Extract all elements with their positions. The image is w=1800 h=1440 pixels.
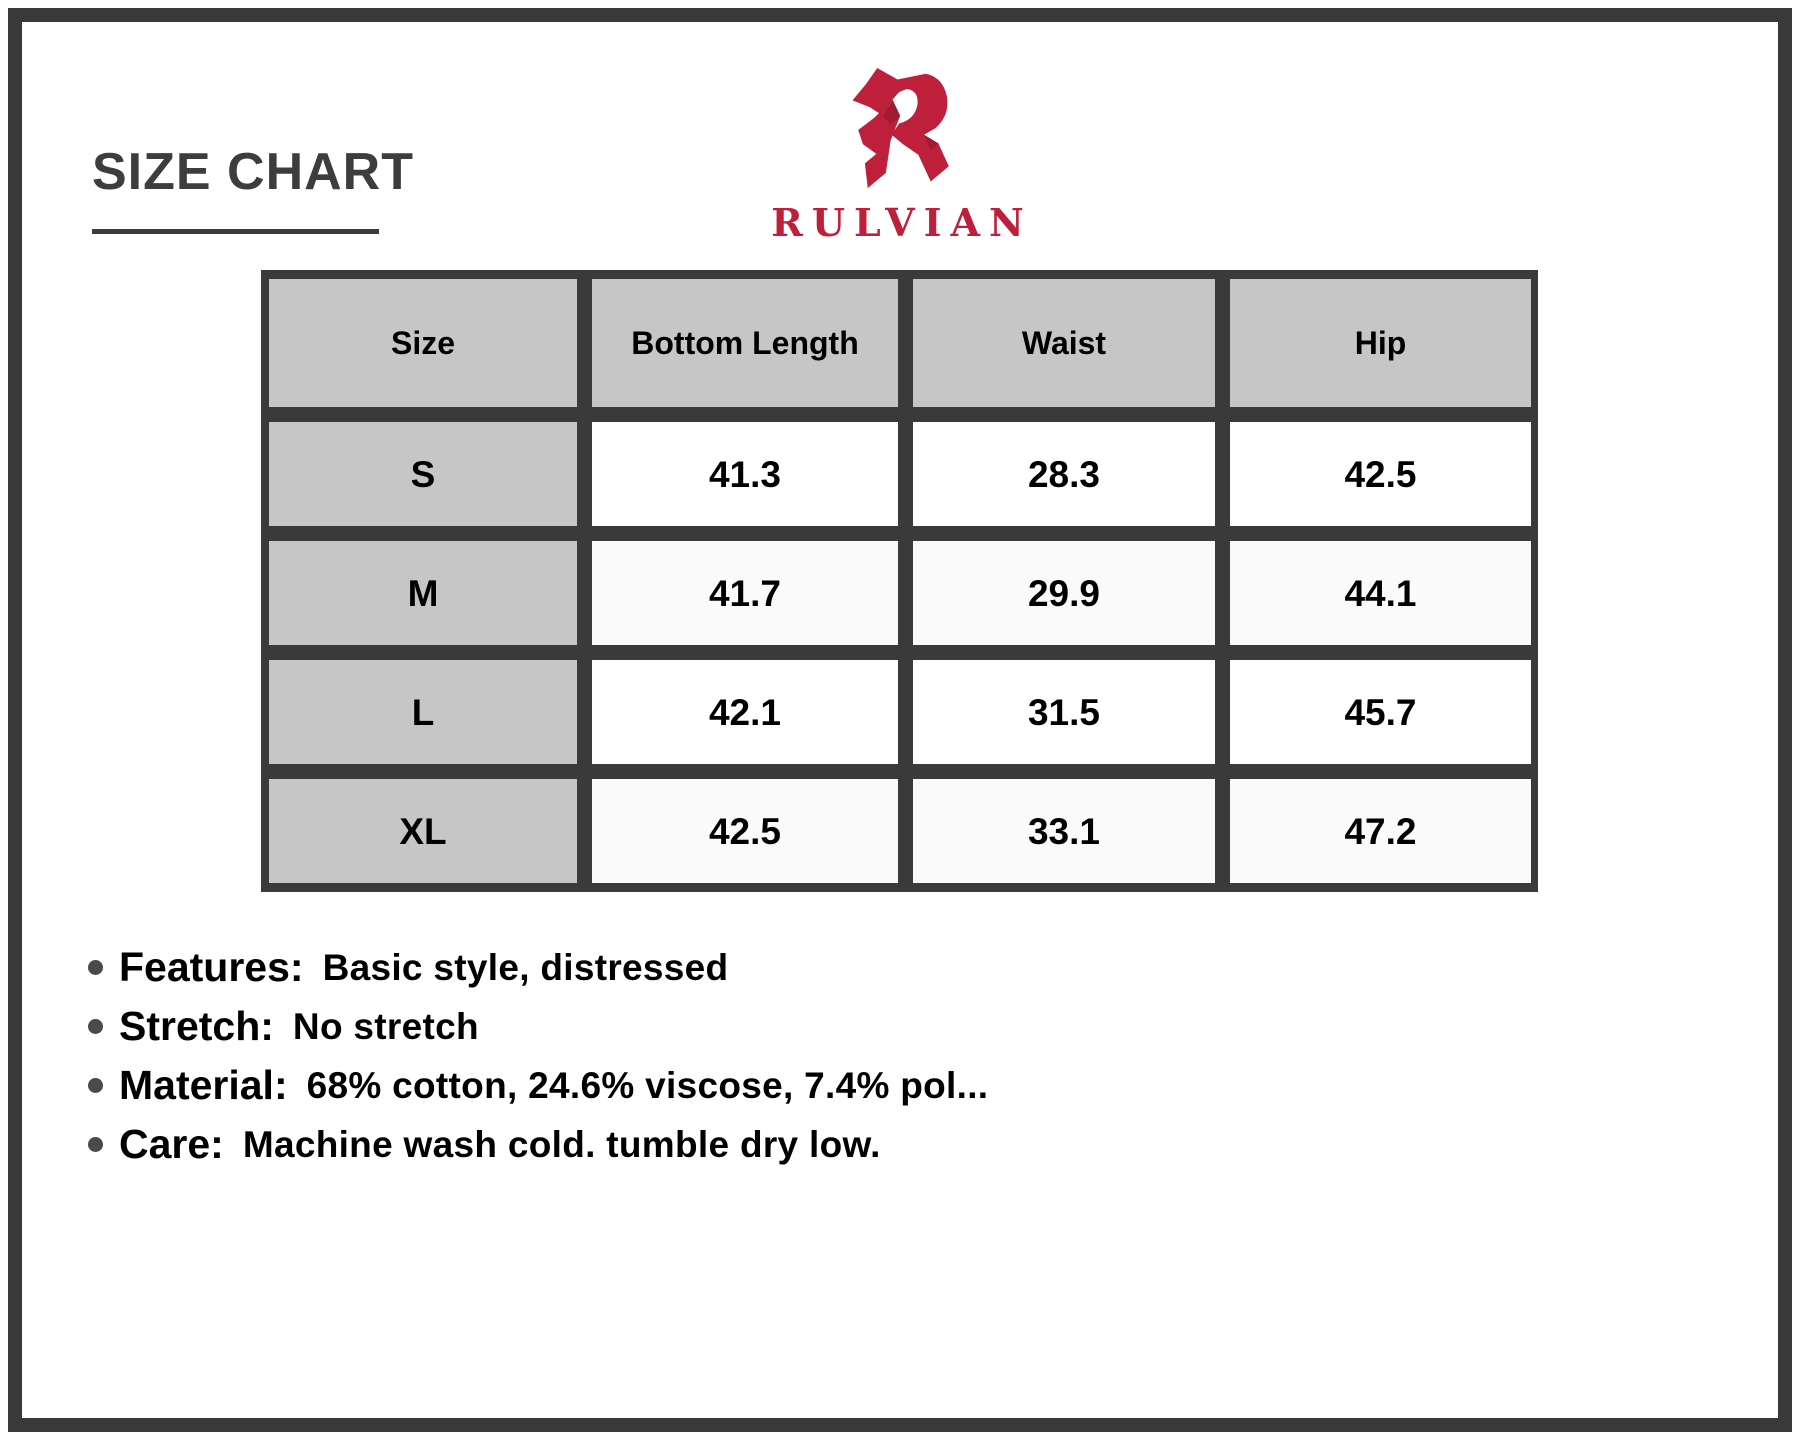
detail-value: 68% cotton, 24.6% viscose, 7.4% pol...: [306, 1064, 989, 1106]
detail-value: Basic style, distressed: [322, 946, 729, 988]
detail-label: Stretch:: [119, 1003, 274, 1049]
detail-item-care: [88, 1115, 988, 1174]
detail-label: Material:: [119, 1062, 288, 1108]
detail-value: No stretch: [292, 1005, 479, 1047]
cell-xl-bottom-length: 42.5: [592, 779, 898, 883]
title-underline: [92, 229, 379, 234]
cell-m-bottom-length: 41.7: [592, 541, 898, 645]
row-label-m: M: [269, 541, 577, 645]
detail-label: Features:: [119, 944, 304, 990]
cell-xl-waist: 33.1: [913, 779, 1215, 883]
cell-s-hip: 42.5: [1230, 422, 1531, 526]
row-label-xl: XL: [269, 779, 577, 883]
bullet-icon: [88, 960, 103, 975]
detail-item-stretch: [88, 997, 988, 1056]
product-details-list: [88, 938, 988, 1174]
header-cell-size: Size: [269, 279, 577, 407]
cell-m-hip: 44.1: [1230, 541, 1531, 645]
brand-name: RULVIAN: [771, 200, 1033, 245]
header-cell-waist: Waist: [913, 279, 1215, 407]
detail-value: Machine wash cold. tumble dry low.: [242, 1123, 881, 1165]
page-title: SIZE CHART: [92, 143, 414, 201]
bullet-icon: [88, 1078, 103, 1093]
cell-xl-hip: 47.2: [1230, 779, 1531, 883]
row-label-s: S: [269, 422, 577, 526]
detail-item-features: [88, 938, 988, 997]
cell-l-bottom-length: 42.1: [592, 660, 898, 764]
logo-bowl-shape: [892, 74, 949, 182]
row-label-l: L: [269, 660, 577, 764]
cell-s-bottom-length: 41.3: [592, 422, 898, 526]
cell-s-waist: 28.3: [913, 422, 1215, 526]
detail-item-material: [88, 1056, 988, 1115]
bullet-icon: [88, 1019, 103, 1034]
cell-m-waist: 29.9: [913, 541, 1215, 645]
bullet-icon: [88, 1137, 103, 1152]
cell-l-waist: 31.5: [913, 660, 1215, 764]
header-cell-hip: Hip: [1230, 279, 1531, 407]
brand-logo-icon: [842, 56, 966, 204]
cell-l-hip: 45.7: [1230, 660, 1531, 764]
size-chart-table: [261, 270, 1538, 892]
detail-label: Care:: [119, 1121, 224, 1167]
header-cell-bottom-length: Bottom Length: [592, 279, 898, 407]
